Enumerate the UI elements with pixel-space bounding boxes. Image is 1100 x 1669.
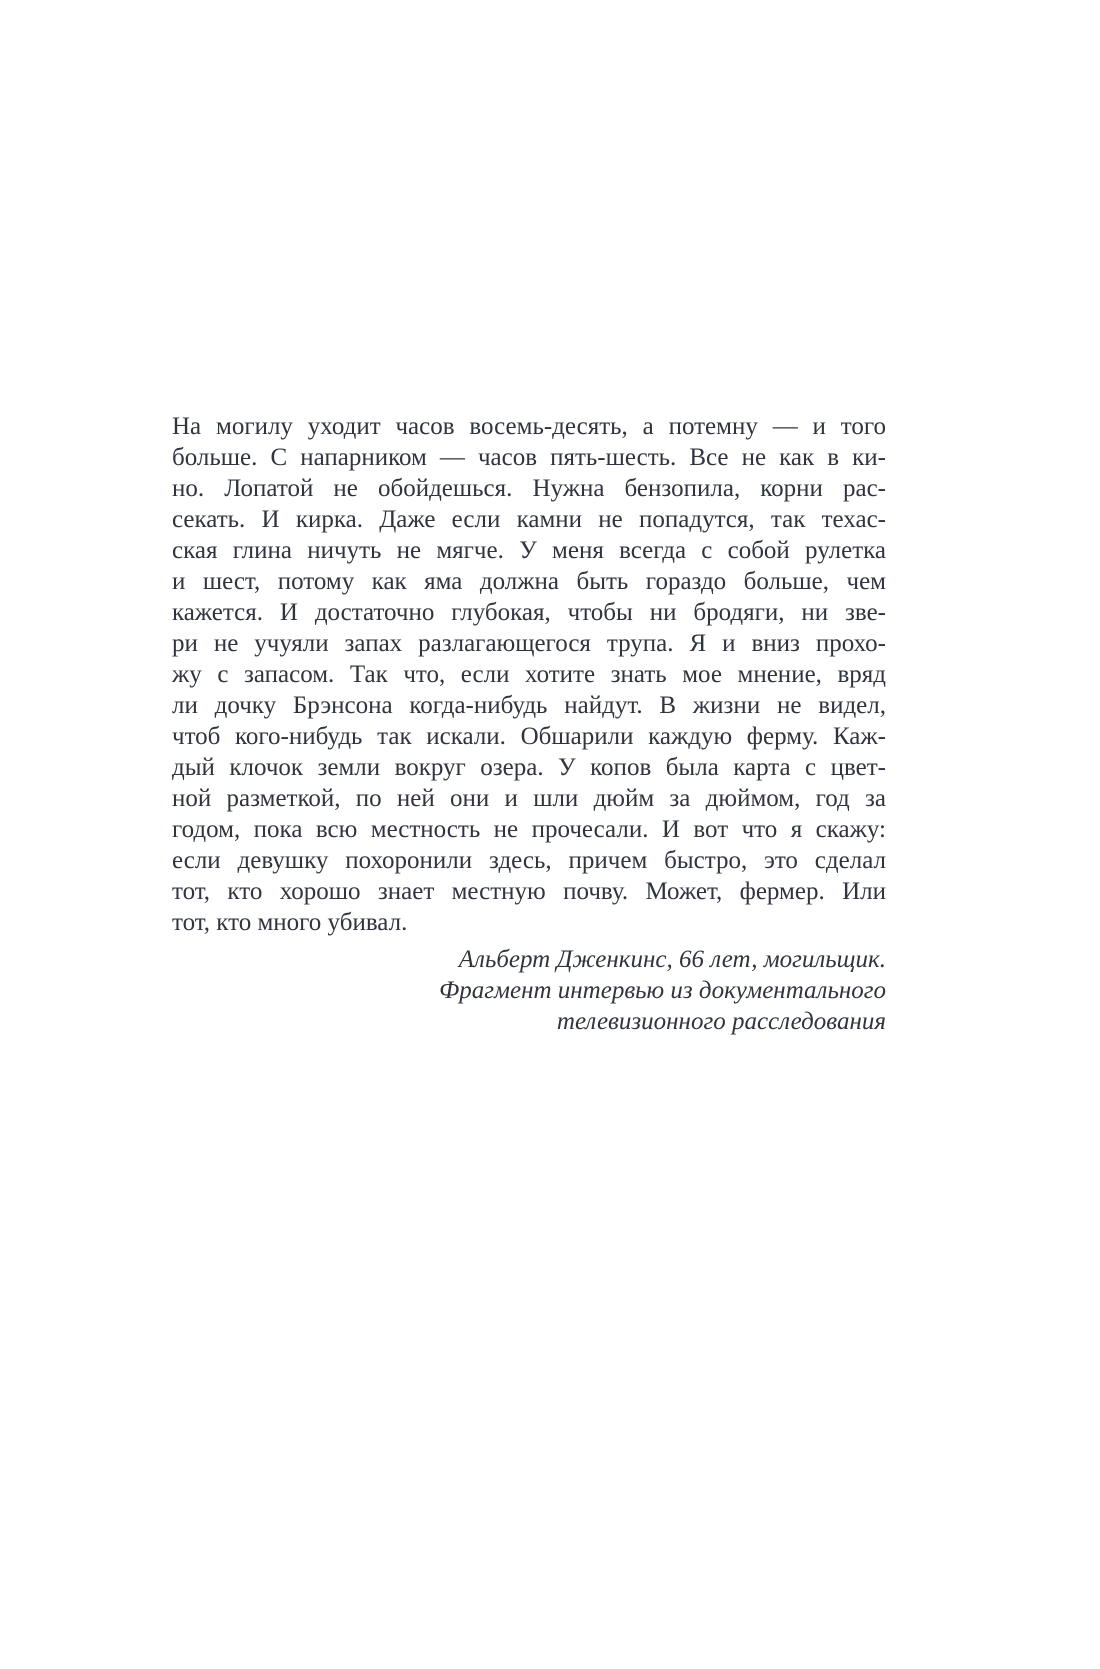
attribution-line: Альберт Дженкинс, 66 лет, могильщик. xyxy=(458,946,886,973)
quote-line: если девушку похоронили здесь, причем быстро, это сделал xyxy=(172,847,886,874)
quote-line: секать. И кирка. Даже если камни не попадутся, так техас- xyxy=(172,506,886,533)
quote-line: ной разметкой, по ней они и шли дюйм за дюймом, год за xyxy=(172,785,886,812)
quote-line: тот, кто много убивал. xyxy=(172,909,408,936)
quote-line: годом, пока всю местность не прочесали. И вот что я скажу: xyxy=(172,816,886,843)
quote-line: жу с запасом. Так что, если хотите знать мое мнение, вряд xyxy=(172,661,886,688)
epigraph-quote-paragraph xyxy=(172,411,886,938)
attribution-line: Фрагмент интервью из документального xyxy=(439,977,886,1004)
quote-line: ли дочку Брэнсона когда-нибудь найдут. В жизни не видел, xyxy=(172,692,886,719)
quote-line: кажется. И достаточно глубокая, чтобы ни бродяги, ни зве- xyxy=(172,599,886,626)
quote-line: чтоб кого-нибудь так искали. Обшарили каждую ферму. Каж- xyxy=(172,723,886,750)
quote-attribution xyxy=(172,944,886,1037)
quote-line: На могилу уходит часов восемь-десять, а потемну — и того xyxy=(172,413,886,440)
attribution-line: телевизионного расследования xyxy=(556,1008,886,1035)
quote-line: дый клочок земли вокруг озера. У копов была карта с цвет- xyxy=(172,754,886,781)
quote-line: и шест, потому как яма должна быть гораздо больше, чем xyxy=(172,568,886,595)
quote-line: ская глина ничуть не мягче. У меня всегда с собой рулетка xyxy=(172,537,886,564)
quote-line: но. Лопатой не обойдешься. Нужна бензопила, корни рас- xyxy=(172,475,886,502)
quote-line: больше. С напарником — часов пять-шесть. Все не как в ки- xyxy=(172,444,886,471)
quote-line: тот, кто хорошо знает местную почву. Может, фермер. Или xyxy=(172,878,886,905)
quote-line: ри не учуяли запах разлагающегося трупа. Я и вниз прохо- xyxy=(172,630,886,657)
